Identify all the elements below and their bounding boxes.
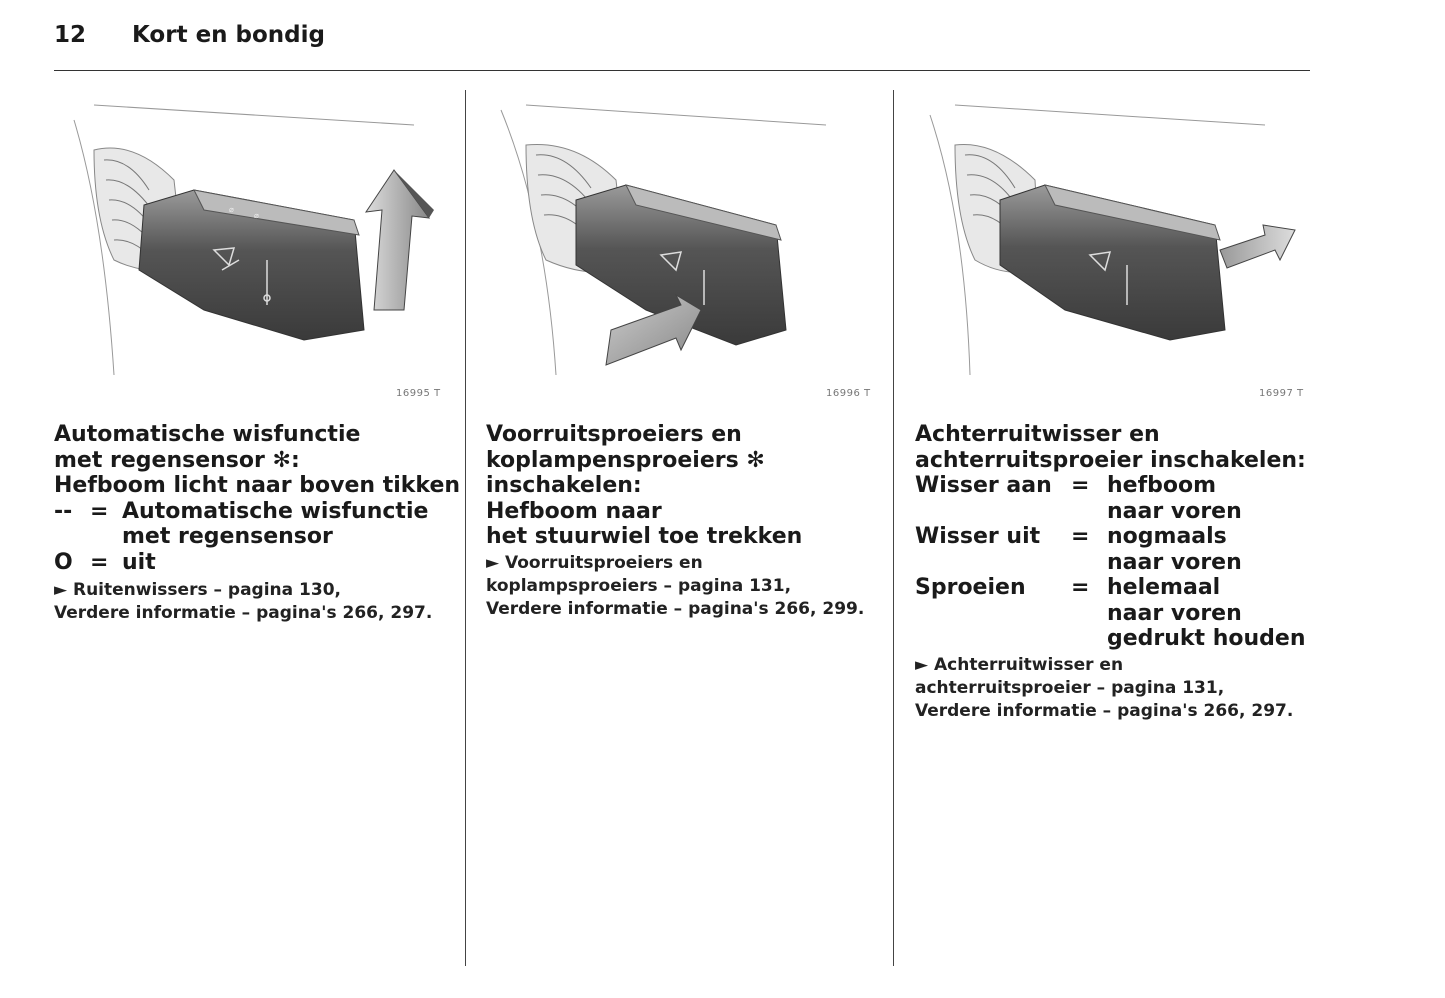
- figure-code: 16997 T: [1259, 388, 1304, 399]
- reference-line: Verdere informatie – pagina's 266, 297.: [915, 700, 1294, 721]
- reference-line: ► Achterruitwisser en: [915, 654, 1124, 675]
- header-rule: [54, 70, 1310, 71]
- definition-text: naar voren: [1107, 498, 1242, 524]
- reference-line: achterruitsproeier – pagina 131,: [915, 677, 1225, 698]
- reference-line: Verdere informatie – pagina's 266, 297.: [54, 603, 433, 623]
- wiper-lever-illustration-up: [54, 100, 454, 380]
- heading-line: Hefboom licht naar boven tikken: [54, 473, 461, 498]
- definition-equals: =: [1071, 575, 1090, 600]
- figure-code: 16996 T: [826, 388, 871, 399]
- column-heading: [486, 422, 886, 621]
- definition-text: uit: [122, 549, 156, 575]
- definition-text: helemaal: [1107, 575, 1221, 600]
- page-number: 12: [54, 22, 87, 48]
- wiper-lever-illustration-pull: [486, 100, 886, 380]
- definition-text: naar voren: [1107, 549, 1242, 575]
- reference-line: ► Voorruitsproeiers en: [486, 552, 703, 573]
- heading-line: koplampensproeiers ✻: [486, 447, 765, 473]
- definition-row: [915, 473, 1310, 524]
- column-divider: [893, 90, 894, 966]
- column-divider: [465, 90, 466, 966]
- heading-line: Automatische wisfunctie: [54, 422, 361, 447]
- definition-equals: =: [90, 498, 109, 524]
- definition-row: [915, 524, 1310, 575]
- heading-line: Voorruitsproeiers en: [486, 422, 742, 447]
- definition-row: [54, 550, 464, 576]
- page-title: Kort en bondig: [132, 22, 325, 48]
- wiper-lever-illustration-push: [915, 100, 1315, 380]
- reference-line: Verdere informatie – pagina's 266, 299.: [486, 598, 865, 619]
- heading-line: Achterruitwisser en: [915, 422, 1160, 447]
- definition-text: hefboom: [1107, 473, 1217, 498]
- definition-symbol: --: [54, 498, 73, 524]
- definition-equals: =: [90, 549, 109, 575]
- column-heading: [915, 422, 1310, 723]
- heading-line: het stuurwiel toe trekken: [486, 524, 803, 549]
- heading-line: inschakelen:: [486, 473, 642, 498]
- definition-text: nogmaals: [1107, 524, 1227, 549]
- page-header: [54, 22, 1310, 62]
- definition-row: [915, 575, 1310, 652]
- definition-text: naar voren: [1107, 600, 1242, 626]
- definition-label: Wisser aan: [915, 473, 1052, 498]
- reference-line: koplampsproeiers – pagina 131,: [486, 575, 792, 596]
- definition-equals: =: [1071, 473, 1090, 498]
- heading-line: Hefboom naar: [486, 498, 662, 524]
- heading-line: achterruitsproeier inschakelen:: [915, 447, 1306, 473]
- svg-text:⌀: ⌀: [229, 205, 234, 214]
- figure-code: 16995 T: [396, 388, 441, 399]
- svg-text:⌀: ⌀: [254, 211, 259, 220]
- definition-equals: =: [1071, 524, 1090, 549]
- definition-label: Wisser uit: [915, 524, 1041, 549]
- reference-line: ► Ruitenwissers – pagina 130,: [54, 580, 341, 600]
- definition-label: Sproeien: [915, 575, 1026, 600]
- column-heading: [54, 422, 464, 625]
- definition-text: gedrukt houden: [1107, 626, 1306, 651]
- heading-line: met regensensor ✻:: [54, 447, 300, 473]
- definition-text: met regensensor: [122, 524, 333, 549]
- definition-row: [54, 499, 464, 550]
- definition-text: Automatische wisfunctie: [122, 498, 429, 524]
- definition-symbol: O: [54, 549, 73, 575]
